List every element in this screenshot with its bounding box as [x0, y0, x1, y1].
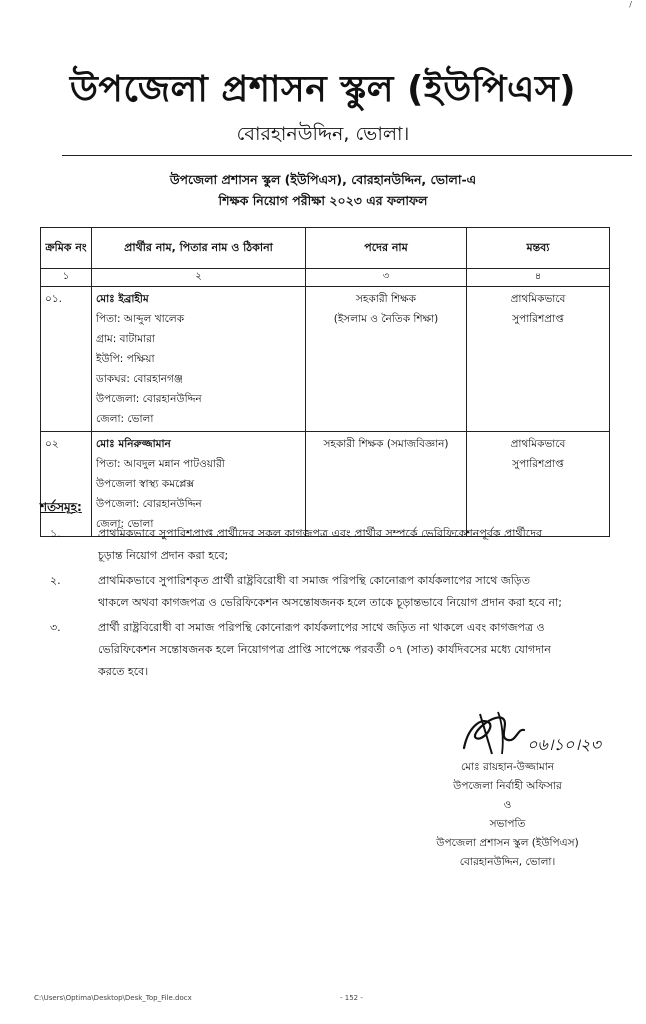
serial-cell [41, 432, 92, 537]
candidate-name: মোঃ ইব্রাহীম [96, 293, 149, 305]
condition-line: প্রাথমিকভাবে সুপারিশকৃত প্রার্থী রাষ্ট্রবিরোধী বা সমাজ পরিপন্থি কোনোরূপ কার্যকলাপের সাথে জড়িত [98, 574, 530, 587]
condition-item [40, 523, 615, 567]
serial: ০২ [45, 438, 59, 450]
condition-line: থাকলে অথবা কাগজপত্র ও ভেরিফিকেশন অসন্তোষজনক হলে তাকে চূড়ান্তভাবে নিয়োগ প্রদান করা হবে না; [98, 596, 562, 609]
signature-image [458, 708, 528, 764]
remark-cell [467, 432, 610, 537]
condition-item [40, 617, 615, 683]
footer-file-path: C:\Users\Optima\Desktop\Desk_Top_File.docx [34, 994, 192, 1002]
candidate-detail: জেলা: ভোলা [96, 413, 154, 425]
corner-mark: / [629, 0, 632, 9]
header-post: পদের নাম [306, 228, 467, 269]
page-title: উপজেলা প্রশাসন স্কুল (ইউপিএস) [69, 69, 577, 110]
serial-cell [41, 287, 92, 432]
results-table [40, 227, 610, 537]
condition-number: ৩. [50, 621, 61, 634]
signatory-designation: উপজেলা নির্বাহী অফিসার [453, 780, 562, 792]
result-title-line1: উপজেলা প্রশাসন স্কুল (ইউপিএস), বোরহানউদ্দিন, ভোলা-এ [169, 172, 477, 187]
candidate-detail: উপজেলা স্বাস্থ্য কমপ্লেক্স [96, 478, 195, 490]
candidate-name: মোঃ মনিরুজ্জামান [96, 438, 171, 450]
header-remarks: মন্তব্য [467, 228, 610, 269]
col-number: ৪ [467, 269, 610, 287]
page-subtitle: বোরহানউদ্দিন, ভোলা। [236, 123, 410, 145]
serial: ০১. [45, 293, 62, 305]
candidate-detail: ইউপি: পক্ষিয়া [96, 353, 155, 365]
header-candidate: প্রার্থীর নাম, পিতার নাম ও ঠিকানা [92, 228, 306, 269]
condition-number: ২. [50, 574, 61, 587]
header-divider [62, 155, 632, 156]
remark: সুপারিশপ্রাপ্ত [512, 313, 564, 325]
column-number-row [41, 269, 610, 287]
candidate-detail: পিতা: আবদুল মন্নান পাটওয়ারী [96, 458, 225, 470]
signatory-name: মোঃ রায়হান-উজ্জামান [460, 761, 555, 773]
table-row [41, 432, 610, 537]
signatory-place: বোরহানউদ্দিন, ভোলা। [459, 856, 556, 868]
signatory-conjunction: ও [503, 799, 512, 811]
remark: প্রাথমিকভাবে [510, 438, 566, 450]
post-name: সহকারী শিক্ষক [355, 293, 417, 305]
signatory-role: সভাপতি [489, 818, 526, 830]
candidate-cell [92, 287, 306, 432]
remark: প্রাথমিকভাবে [510, 293, 566, 305]
candidate-detail: পিতা: আব্দুল খালেক [96, 313, 185, 325]
col-number: ১ [41, 269, 92, 287]
post-cell [306, 287, 467, 432]
condition-line: চূড়ান্ত নিয়োগ প্রদান করা হবে; [98, 549, 229, 562]
signature-date: ০৬।১০।২৩ [527, 735, 601, 754]
condition-line: প্রার্থী রাষ্ট্রবিরোধী বা সমাজ পরিপন্থি কোনোরূপ কার্যকলাপের সাথে জড়িত না থাকলে এবং কাগজপত্র ও [98, 621, 545, 634]
post-cell [306, 432, 467, 537]
col-number: ৩ [306, 269, 467, 287]
remark-cell [467, 287, 610, 432]
post-name: সহকারী শিক্ষক (সমাজবিজ্ঞান) [323, 438, 449, 450]
candidate-detail: জেলা: ভোলা [96, 518, 154, 530]
candidate-detail: উপজেলা: বোরহানউদ্দিন [96, 393, 202, 405]
condition-line: প্রাথমিকভাবে সুপারিশপ্রাপ্ত প্রার্থীদের সকল কাগজপত্র এবং প্রার্থীর সম্পর্কে ভেরিফিকেশনপূর্বক প্রার্থীদের [98, 527, 543, 540]
condition-number: ১. [50, 527, 61, 540]
conditions-heading: শর্তসমূহ: [40, 500, 82, 514]
candidate-cell [92, 432, 306, 537]
table-row [41, 287, 610, 432]
candidate-detail: ডাকঘর: বোরহানগঞ্জ [96, 373, 183, 385]
post-subject: (ইসলাম ও নৈতিক শিক্ষা) [333, 313, 439, 325]
condition-line: করতে হবে। [98, 665, 149, 678]
result-title-line2: শিক্ষক নিয়োগ পরীক্ষা ২০২৩ এর ফলাফল [218, 193, 428, 208]
remark: সুপারিশপ্রাপ্ত [512, 458, 564, 470]
candidate-detail: উপজেলা: বোরহানউদ্দিন [96, 498, 202, 510]
condition-item [40, 570, 615, 614]
condition-line: ভেরিফিকেশন সন্তোষজনক হলে নিয়োগপত্র প্রাপ্তি সাপেক্ষে পরবর্তী ০৭ (সাত) কার্যদিবসের মধ্যে যোগদান [98, 643, 551, 656]
signatory-org: উপজেলা প্রশাসন স্কুল (ইউপিএস) [436, 837, 579, 849]
signature-scribble [458, 708, 528, 760]
footer-page-number: - 152 - [340, 994, 363, 1002]
col-number: ২ [92, 269, 306, 287]
header-serial: ক্রমিক নং [41, 228, 92, 269]
candidate-detail: গ্রাম: বাটামারা [96, 333, 155, 345]
